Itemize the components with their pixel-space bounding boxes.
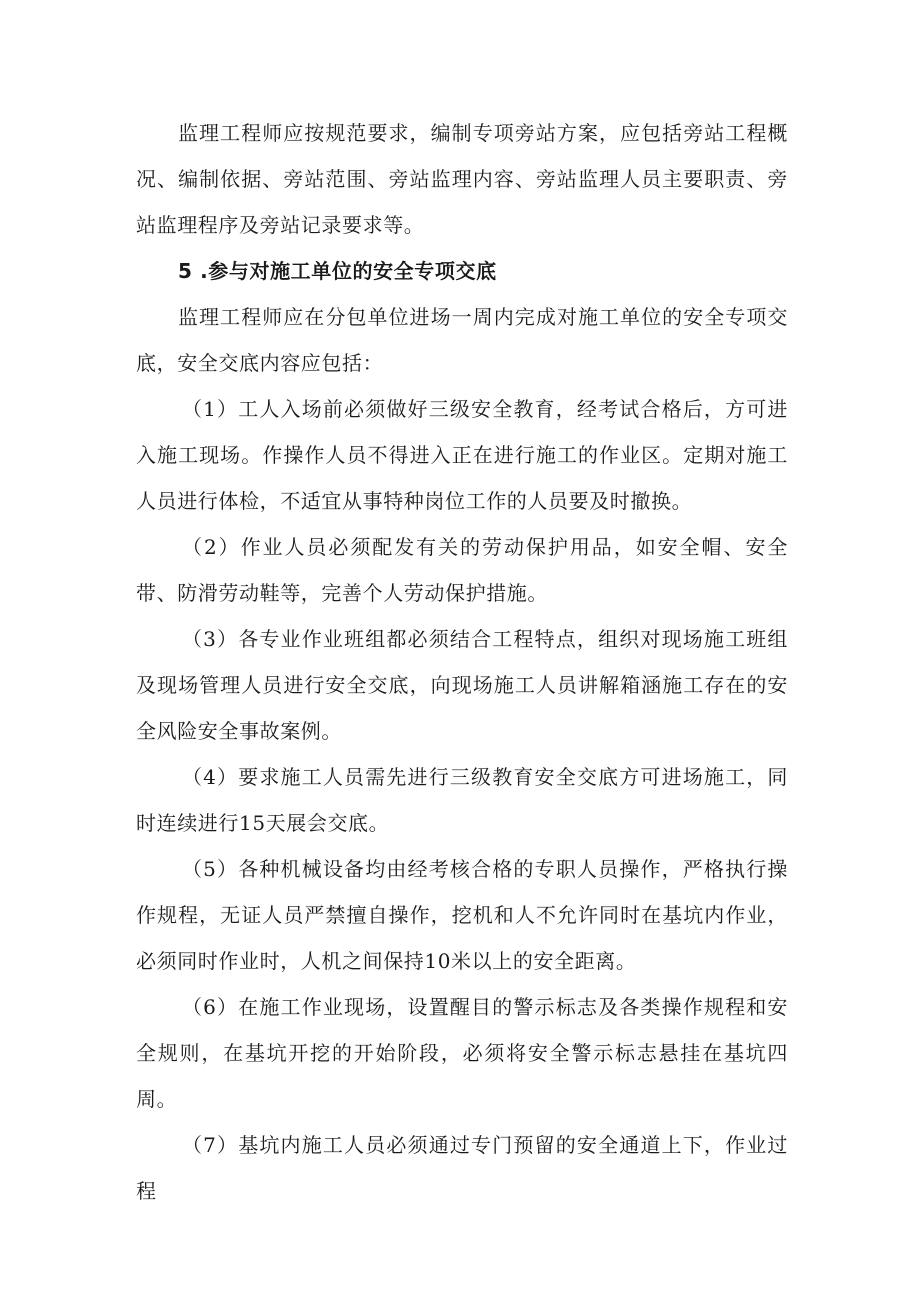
list-item-2: （2）作业人员必须配发有关的劳动保护用品，如安全帽、安全带、防滑劳动鞋等，完善个人劳动保护措施。 — [136, 535, 788, 605]
document-body — [136, 110, 788, 1214]
list-item-6: （6）在施工作业现场，设置醒目的警示标志及各类操作规程和安全规则，在基坑开挖的开始阶段，必须将安全警示标志悬挂在基坑四周。 — [136, 995, 788, 1111]
section-lead-paragraph: 监理工程师应在分包单位进场一周内完成对施工单位的安全专项交底，安全交底内容应包括： — [136, 305, 788, 375]
list-item-7: （7）基坑内施工人员必须通过专门预留的安全通道上下，作业过程 — [136, 1133, 788, 1203]
list-item-3: （3）各专业作业班组都必须结合工程特点，组织对现场施工班组及现场管理人员进行安全交底，向现场施工人员讲解箱涵施工存在的安全风险安全事故案例。 — [136, 627, 788, 743]
intro-paragraph: 监理工程师应按规范要求，编制专项旁站方案，应包括旁站工程概况、编制依据、旁站范围、旁站监理内容、旁站监理人员主要职责、旁站监理程序及旁站记录要求等。 — [136, 121, 788, 237]
list-item-1: （1）工人入场前必须做好三级安全教育，经考试合格后，方可进入施工现场。作操作人员不得进入正在进行施工的作业区。定期对施工人员进行体检，不适宜从事特种岗位工作的人员要及时撤换。 — [136, 397, 788, 513]
list-item-4: （4）要求施工人员需先进行三级教育安全交底方可进场施工，同时连续进行15天展会交底。 — [136, 765, 788, 835]
list-item-5: （5）各种机械设备均由经考核合格的专职人员操作，严格执行操作规程，无证人员严禁擅自操作，挖机和人不允许同时在基坑内作业，必须同时作业时，人机之间保持10米以上的安全距离。 — [136, 857, 788, 973]
section-heading: 5 .参与对施工单位的安全专项交底 — [178, 259, 497, 283]
